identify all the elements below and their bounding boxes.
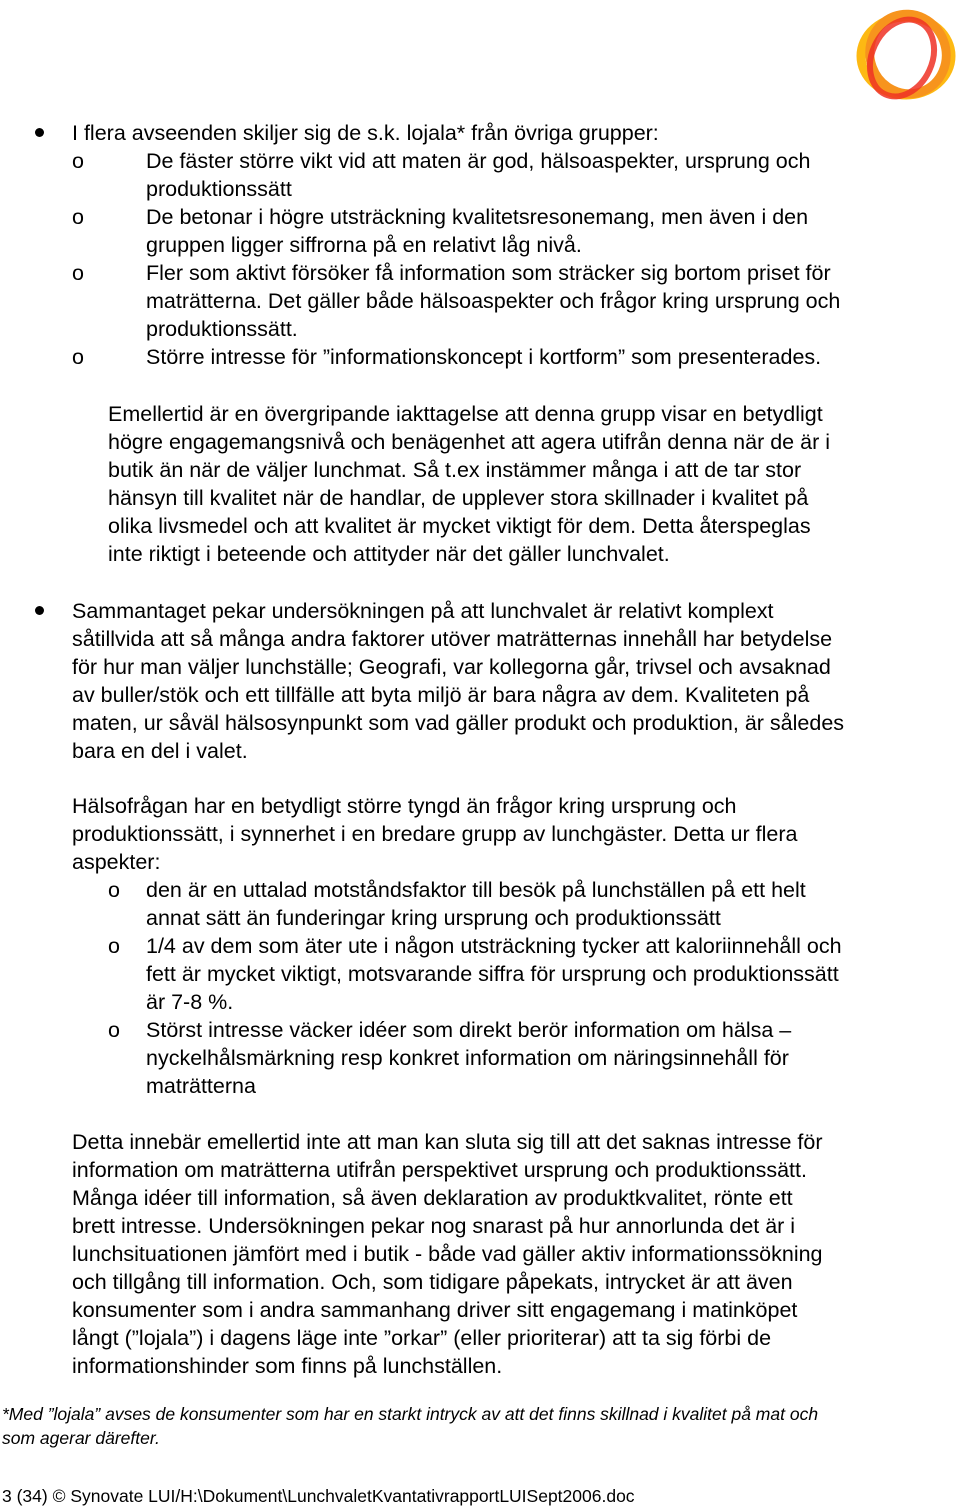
- sub-item-text: produktionssätt: [146, 177, 292, 201]
- sub-bullet-marker: o: [108, 1018, 120, 1042]
- paragraph-line: butik än när de väljer lunchmat. Så t.ex instämmer många i att de tar stor: [108, 458, 802, 482]
- sub-bullet-marker: o: [108, 878, 120, 902]
- bullet-text: bara en del i valet.: [72, 739, 248, 763]
- bullet-text: för hur man väljer lunchställe; Geografi, var kollegorna går, trivsel och avsaknad: [72, 655, 831, 679]
- bullet-marker: [35, 606, 44, 615]
- sub-item-text: fett är mycket viktigt, motsvarande siffra för ursprung och produktionssätt: [146, 962, 839, 986]
- synovate-rings-icon: [850, 4, 960, 104]
- sub-item-text: De betonar i högre utsträckning kvalitetsresonemang, men även i den: [146, 205, 809, 229]
- paragraph-line: långt (”lojala”) i dagens läge inte ”orkar” (eller prioriterar) att ta sig förbi de: [72, 1326, 772, 1350]
- bullet-text: maten, ur såväl hälsosynpunkt som vad gäller produkt och produktion, är således: [72, 711, 845, 735]
- bullet-text: I flera avseenden skiljer sig de s.k. lojala* från övriga grupper:: [72, 121, 659, 145]
- paragraph-line: olika livsmedel och att kvalitet är mycket viktigt för dem. Detta återspeglas: [108, 514, 811, 538]
- sub-bullet-marker: o: [108, 934, 120, 958]
- synovate-logo: [850, 4, 960, 104]
- paragraph-line: Många idéer till information, så även deklaration av produktkvalitet, rönte ett: [72, 1186, 793, 1210]
- paragraph-line: aspekter:: [72, 850, 161, 874]
- sub-item-text: Större intresse för ”informationskoncept i kortform” som presenterades.: [146, 345, 822, 369]
- sub-bullet-marker: o: [72, 345, 84, 369]
- sub-item-text: gruppen ligger siffrorna på en relativt låg nivå.: [146, 233, 582, 257]
- sub-item-text: maträtterna: [146, 1074, 256, 1098]
- paragraph-line: Detta innebär emellertid inte att man kan sluta sig till att det saknas intresse för: [72, 1130, 823, 1154]
- sub-item-text: annat sätt än funderingar kring ursprung och produktionssätt: [146, 906, 721, 930]
- sub-item-text: maträtterna. Det gäller både hälsoaspekter och frågor kring ursprung och: [146, 289, 841, 313]
- paragraph-line: information om maträtterna utifrån perspektivet ursprung och produktionssätt.: [72, 1158, 807, 1182]
- paragraph-line: Emellertid är en övergripande iakttagelse att denna grupp visar en betydligt: [108, 402, 823, 426]
- sub-bullet-marker: o: [72, 205, 84, 229]
- sub-item-text: 1/4 av dem som äter ute i någon utsträckning tycker att kaloriinnehåll och: [146, 934, 842, 958]
- paragraph-line: högre engagemangsnivå och benägenhet att agera utifrån denna när de är i: [108, 430, 830, 454]
- bullet-marker: [35, 128, 44, 137]
- page-footer: 3 (34) © Synovate LUI/H:\Dokument\LunchvaletKvantativrapportLUISept2006.doc: [2, 1486, 635, 1506]
- sub-item-text: Fler som aktivt försöker få information som sträcker sig bortom priset för: [146, 261, 831, 285]
- paragraph-line: hänsyn till kvalitet när de handlar, de upplever stora skillnader i kvalitet på: [108, 486, 809, 510]
- sub-item-text: produktionssätt.: [146, 317, 298, 341]
- sub-item-text: Störst intresse väcker idéer som direkt berör information om hälsa –: [146, 1018, 792, 1042]
- paragraph-line: informationshinder som finns på lunchställen.: [72, 1354, 503, 1378]
- paragraph-line: brett intresse. Undersökningen pekar nog snarast på hur annorlunda det är i: [72, 1214, 796, 1238]
- sub-item-text: den är en uttalad motståndsfaktor till besök på lunchställen på ett helt: [146, 878, 806, 902]
- paragraph-line: lunchsituationen jämfört med i butik - både vad gäller aktiv informationssökning: [72, 1242, 823, 1266]
- bullet-text: såtillvida att så många andra faktorer utöver maträtternas innehåll har betydelse: [72, 627, 833, 651]
- sub-item-text: De fäster större vikt vid att maten är god, hälsoaspekter, ursprung och: [146, 149, 811, 173]
- paragraph-line: produktionssätt, i synnerhet i en bredare grupp av lunchgäster. Detta ur flera: [72, 822, 798, 846]
- paragraph-line: och tillgång till information. Och, som tidigare påpekats, intrycket är att även: [72, 1270, 793, 1294]
- paragraph-line: inte riktigt i beteende och attityder när det gäller lunchvalet.: [108, 542, 670, 566]
- bullet-text: av buller/stök och ett tillfälle att byta miljö är bara några av dem. Kvaliteten på: [72, 683, 810, 707]
- paragraph-line: konsumenter som i andra sammanhang driver sitt engagemang i matinköpet: [72, 1298, 798, 1322]
- sub-bullet-marker: o: [72, 261, 84, 285]
- sub-bullet-marker: o: [72, 149, 84, 173]
- footnote-line: som agerar därefter.: [2, 1428, 160, 1448]
- footnote-line: *Med ”lojala” avses de konsumenter som har en starkt intryck av att det finns skillnad i kvalitet på mat och: [2, 1404, 819, 1424]
- paragraph-line: Hälsofrågan har en betydligt större tyngd än frågor kring ursprung och: [72, 794, 737, 818]
- sub-item-text: är 7-8 %.: [146, 990, 234, 1014]
- sub-item-text: nyckelhålsmärkning resp konkret information om näringsinnehåll för: [146, 1046, 789, 1070]
- bullet-text: Sammantaget pekar undersökningen på att lunchvalet är relativt komplext: [72, 599, 774, 623]
